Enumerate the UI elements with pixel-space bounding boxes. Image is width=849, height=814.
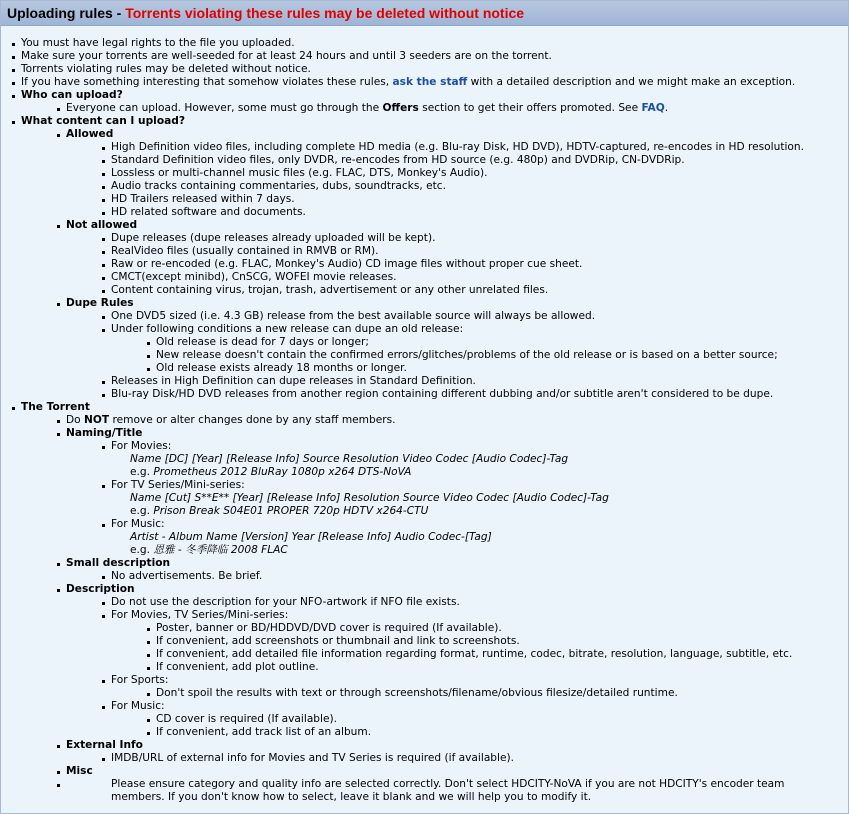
item-text: For Music: [111, 700, 165, 712]
item-text: with a detailed description and we might make an exception. [467, 76, 796, 88]
not-emphasis: NOT [84, 414, 110, 426]
section-heading: What content can I upload? [21, 115, 185, 127]
item-text: For TV Series/Mini-series: [111, 479, 245, 491]
subsection-dupe-rules [54, 297, 838, 401]
example-text: 恩雅 - 冬季降临 2008 FLAC [153, 544, 288, 556]
eg-label: e.g. [130, 466, 154, 478]
subsection-description [54, 583, 838, 739]
subsection-heading: Not allowed [66, 219, 138, 231]
list-item: You must have legal rights to the file you uploaded. [9, 37, 838, 50]
item-text: For Movies: [111, 440, 172, 452]
list-item: If convenient, add detailed file information regarding format, runtime, codec, bitrate, resolution, language, subtitle, etc. [144, 648, 838, 661]
subsection-heading: Allowed [66, 128, 114, 140]
section-who [9, 89, 838, 115]
section-what [9, 115, 838, 401]
item-text: section to get their offers promoted. See [418, 102, 642, 114]
naming-music [99, 518, 838, 557]
subsection-not-allowed [54, 219, 838, 297]
item-text: . [664, 102, 669, 114]
list-item: Dupe releases (dupe releases already uploaded will be kept). [99, 232, 838, 245]
example-text: Prometheus 2012 BluRay 1080p x264 DTS-NoVA [153, 466, 412, 478]
list-item: RealVideo files (usually contained in RMVB or RM). [99, 245, 838, 258]
offers-label: Offers [382, 102, 419, 114]
item-text: For Music: [111, 518, 165, 530]
header-title: Uploading rules - [7, 5, 126, 21]
list-item [9, 76, 838, 89]
list-item: If convenient, add track list of an album. [144, 726, 838, 739]
list-item [54, 414, 838, 427]
list-item: If convenient, add plot outline. [144, 661, 838, 674]
list-item: Make sure your torrents are well-seeded for at least 24 hours and until 3 seeders are on the torrent. [9, 50, 838, 63]
list-item: High Definition video files, including complete HD media (e.g. Blu-ray Disk, HD DVD), HDTV-captured, re-encodes in HD resolution. [99, 141, 838, 154]
list-item: Blu-ray Disk/HD DVD releases from another region containing different dubbing and/or subtitle aren't considered to be dupe. [99, 388, 838, 401]
section-torrent [9, 401, 838, 804]
list-item [99, 609, 838, 674]
subsection-heading: Small description [66, 557, 171, 569]
list-item: Poster, banner or BD/HDDVD/DVD cover is required (If available). [144, 622, 838, 635]
list-item: Torrents violating rules may be deleted without notice. [9, 63, 838, 76]
item-text: If you have something interesting that somehow violates these rules, [21, 76, 393, 88]
example-text: Prison Break S04E01 PROPER 720p HDTV x264-CTU [153, 505, 429, 517]
list-item [99, 323, 838, 375]
section-heading: Who can upload? [21, 89, 123, 101]
item-text: Under following conditions a new release can dupe an old release: [111, 323, 464, 335]
eg-label: e.g. [130, 505, 154, 517]
format-template: Name [DC] [Year] [Release Info] Source Resolution Video Codec [Audio Codec]-Tag [130, 453, 569, 465]
eg-label: e.g. [130, 544, 154, 556]
list-item: IMDB/URL of external info for Movies and TV Series is required (if available). [99, 752, 838, 765]
subsection-allowed [54, 128, 838, 219]
item-text: Everyone can upload. However, some must go through the [66, 102, 383, 114]
format-template: Artist - Album Name [Version] Year [Release Info] Audio Codec-[Tag] [130, 531, 492, 543]
item-text: Do [66, 414, 85, 426]
subsection-naming [54, 427, 838, 557]
list-item: Please ensure category and quality info are selected correctly. Don't select HDCITY-NoVA if you are not HDCITY's encoder team members. If you don't know how to select, leave it blank and we will help you to modify it. [54, 778, 838, 804]
list-item: CMCT(except minibd), CnSCG, WOFEI movie releases. [99, 271, 838, 284]
subsection-misc [54, 765, 838, 804]
panel-header [1, 1, 848, 26]
subsection-heading: External Info [66, 739, 143, 751]
subsection-small-description [54, 557, 838, 583]
subsection-heading: Misc [66, 765, 93, 777]
format-example [111, 466, 838, 479]
item-text: For Movies, TV Series/Mini-series: [111, 609, 289, 621]
item-text: remove or alter changes done by any staff members. [109, 414, 396, 426]
list-item: Old release is dead for 7 days or longer; [144, 336, 838, 349]
subsection-heading: Dupe Rules [66, 297, 134, 309]
subsection-external-info [54, 739, 838, 765]
list-item: New release doesn't contain the confirmed errors/glitches/problems of the old release or is based on a better source; [144, 349, 838, 362]
format-template: Name [Cut] S**E** [Year] [Release Info] Resolution Source Video Codec [Audio Codec]-Tag [130, 492, 609, 504]
section-heading: The Torrent [21, 401, 90, 413]
list-item: Audio tracks containing commentaries, dubs, soundtracks, etc. [99, 180, 838, 193]
list-item: Content containing virus, trojan, trash, advertisement or any other unrelated files. [99, 284, 838, 297]
header-warning: Torrents violating these rules may be deleted without notice [125, 5, 525, 21]
list-item: Old release exists already 18 months or longer. [144, 362, 838, 375]
list-item: No advertisements. Be brief. [99, 570, 838, 583]
list-item: Do not use the description for your NFO-artwork if NFO file exists. [99, 596, 838, 609]
faq-link[interactable]: FAQ [641, 102, 665, 114]
list-item: Don't spoil the results with text or through screenshots/filename/obvious filesize/detailed runtime. [144, 687, 838, 700]
subsection-heading: Naming/Title [66, 427, 143, 439]
format-example [111, 505, 838, 518]
list-item [99, 700, 838, 739]
rules-content [1, 26, 848, 804]
list-item: HD related software and documents. [99, 206, 838, 219]
subsection-heading: Description [66, 583, 135, 595]
list-item [99, 674, 838, 700]
list-item [54, 102, 838, 115]
list-item: If convenient, add screenshots or thumbnail and link to screenshots. [144, 635, 838, 648]
list-item: HD Trailers released within 7 days. [99, 193, 838, 206]
naming-tv [99, 479, 838, 518]
ask-staff-link[interactable]: ask the staff [392, 76, 468, 88]
list-item: CD cover is required (If available). [144, 713, 838, 726]
list-item: Lossless or multi-channel music files (e.g. FLAC, DTS, Monkey's Audio). [99, 167, 838, 180]
item-text: For Sports: [111, 674, 169, 686]
list-item: One DVD5 sized (i.e. 4.3 GB) release from the best available source will always be allowed. [99, 310, 838, 323]
list-item: Releases in High Definition can dupe releases in Standard Definition. [99, 375, 838, 388]
format-example [111, 544, 838, 557]
list-item: Raw or re-encoded (e.g. FLAC, Monkey's Audio) CD image files without proper cue sheet. [99, 258, 838, 271]
list-item: Standard Definition video files, only DVDR, re-encodes from HD source (e.g. 480p) and DVDRip, CN-DVDRip. [99, 154, 838, 167]
naming-movies [99, 440, 838, 479]
rules-list [9, 37, 838, 804]
